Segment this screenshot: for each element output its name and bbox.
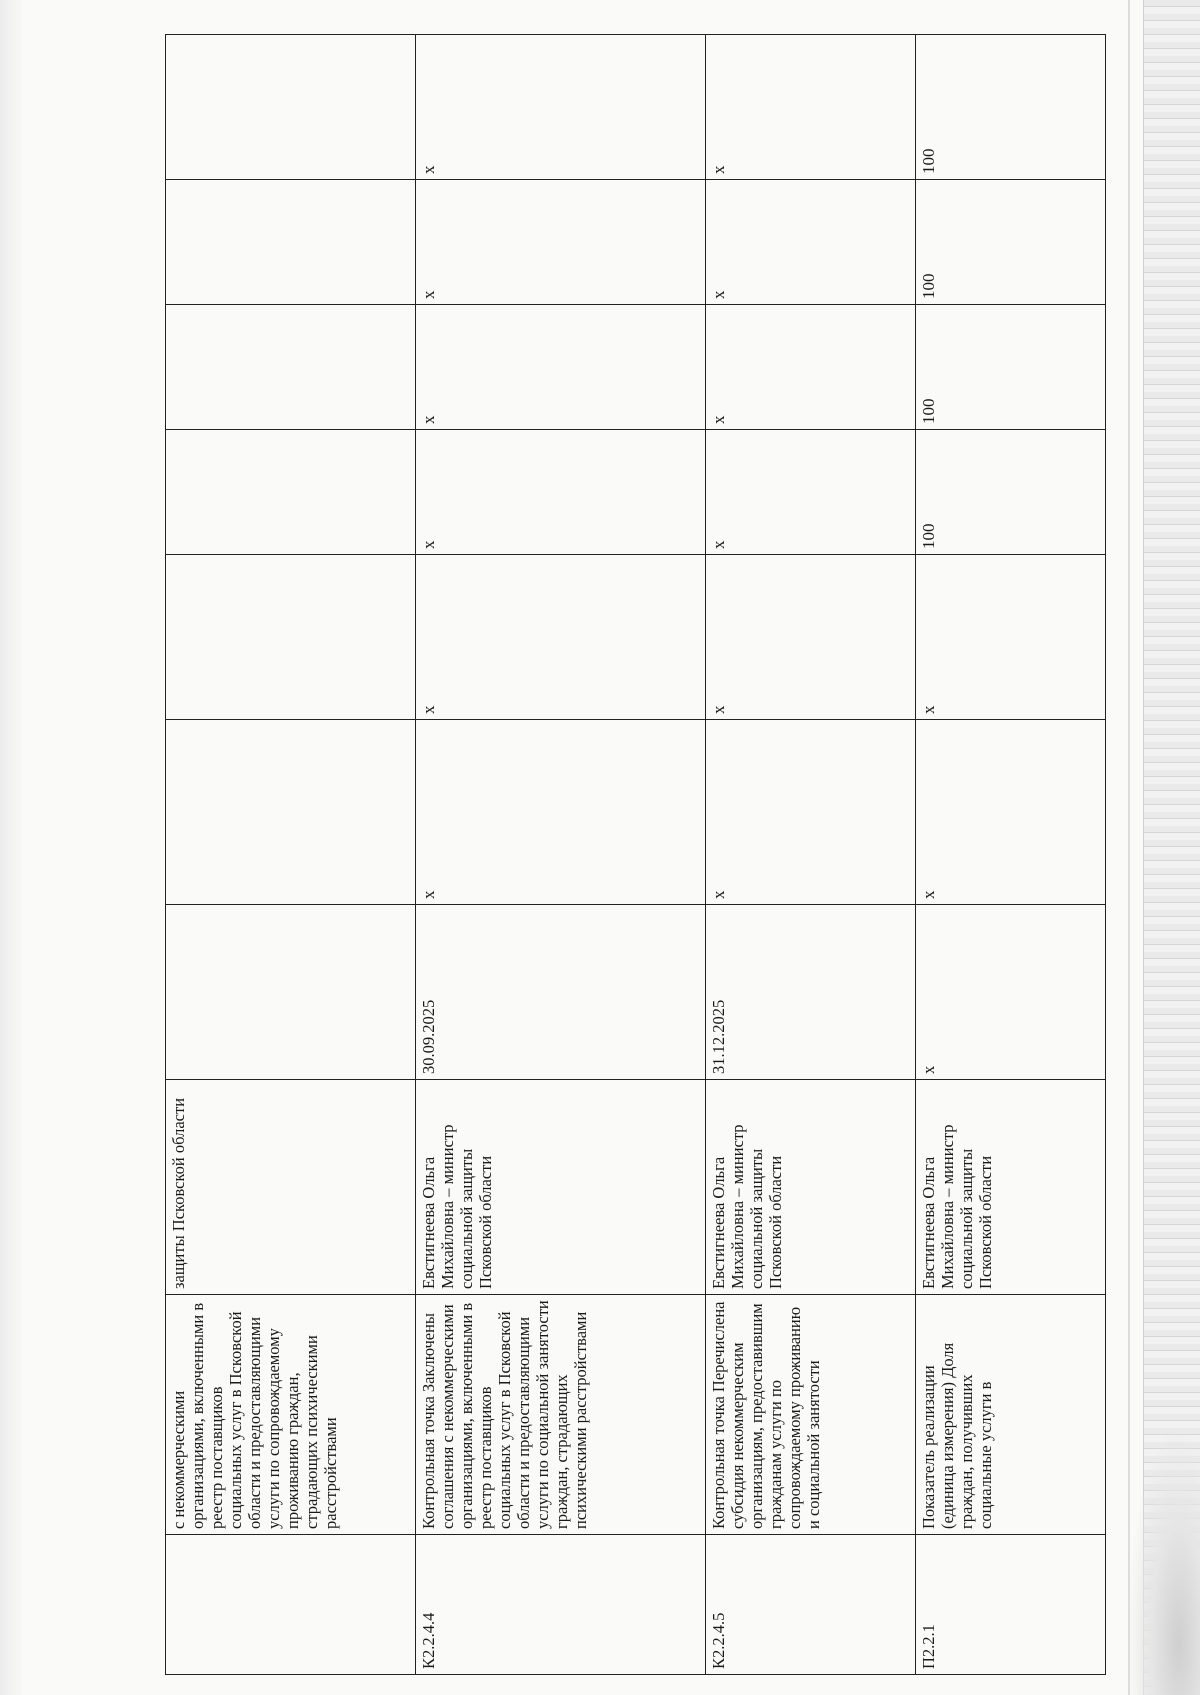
value-cell: x [416, 35, 706, 180]
value-cell: x [706, 35, 916, 180]
scan-shadow [1130, 1435, 1200, 1695]
table-row [416, 35, 706, 1675]
value-cell: x [416, 305, 706, 430]
code-cell [166, 1535, 416, 1675]
value-cell: x [416, 180, 706, 305]
responsible-cell: Евстигнеева Ольга Михайловна – министр социальной защиты Псковской области [706, 1080, 916, 1295]
rotated-table-container [165, 35, 1105, 1675]
value-cell: x [916, 555, 1106, 720]
responsible-cell: защиты Псковской области [166, 1080, 416, 1295]
date-cell [166, 905, 416, 1080]
description-cell: Показатель реализации (единица измерения) Доля граждан, получивших социальные услуги в [916, 1295, 1106, 1535]
value-cell [166, 35, 416, 180]
plan-table [165, 34, 1106, 1675]
code-cell: П2.2.1 [916, 1535, 1106, 1675]
value-cell: 100 [916, 305, 1106, 430]
date-cell: x [916, 905, 1106, 1080]
value-cell: x [706, 720, 916, 905]
value-cell: x [706, 180, 916, 305]
value-cell [166, 720, 416, 905]
value-cell: 100 [916, 180, 1106, 305]
value-cell [166, 555, 416, 720]
table-row [706, 35, 916, 1675]
responsible-cell: Евстигнеева Ольга Михайловна – министр социальной защиты Псковской области [916, 1080, 1106, 1295]
responsible-cell: Евстигнеева Ольга Михайловна – министр социальной защиты Псковской области [416, 1080, 706, 1295]
scan-left-edge [0, 0, 22, 1695]
description-cell: с некоммерческими организациями, включенными в реестр поставщиков социальных услуг в Псковской области и предоставляющими услуги по сопровождаемому проживанию граждан, страдающих психическими расстройствами [166, 1295, 416, 1535]
value-cell: 100 [916, 35, 1106, 180]
value-cell: x [416, 720, 706, 905]
date-cell: 31.12.2025 [706, 905, 916, 1080]
code-cell: К2.2.4.5 [706, 1535, 916, 1675]
table-row [916, 35, 1106, 1675]
value-cell: x [416, 555, 706, 720]
value-cell: x [706, 305, 916, 430]
value-cell [166, 305, 416, 430]
value-cell: x [706, 430, 916, 555]
description-cell: Контрольная точка Заключены соглашения с некоммерческими организациями, включенными в реестр поставщиков социальных услуг в Псковской области и предоставляющими услуги по социальной занятости граждан, страдающих психическими расстройствами [416, 1295, 706, 1535]
description-cell: Контрольная точка Перечислена субсидия некоммерческим организациям, предоставившим гражданам услуги по сопровождаемому проживанию и социальной занятости [706, 1295, 916, 1535]
table-row [166, 35, 416, 1675]
code-cell: К2.2.4.4 [416, 1535, 706, 1675]
value-cell: x [416, 430, 706, 555]
value-cell [166, 180, 416, 305]
value-cell: x [706, 555, 916, 720]
value-cell [166, 430, 416, 555]
value-cell: x [916, 720, 1106, 905]
value-cell: 100 [916, 430, 1106, 555]
date-cell: 30.09.2025 [416, 905, 706, 1080]
